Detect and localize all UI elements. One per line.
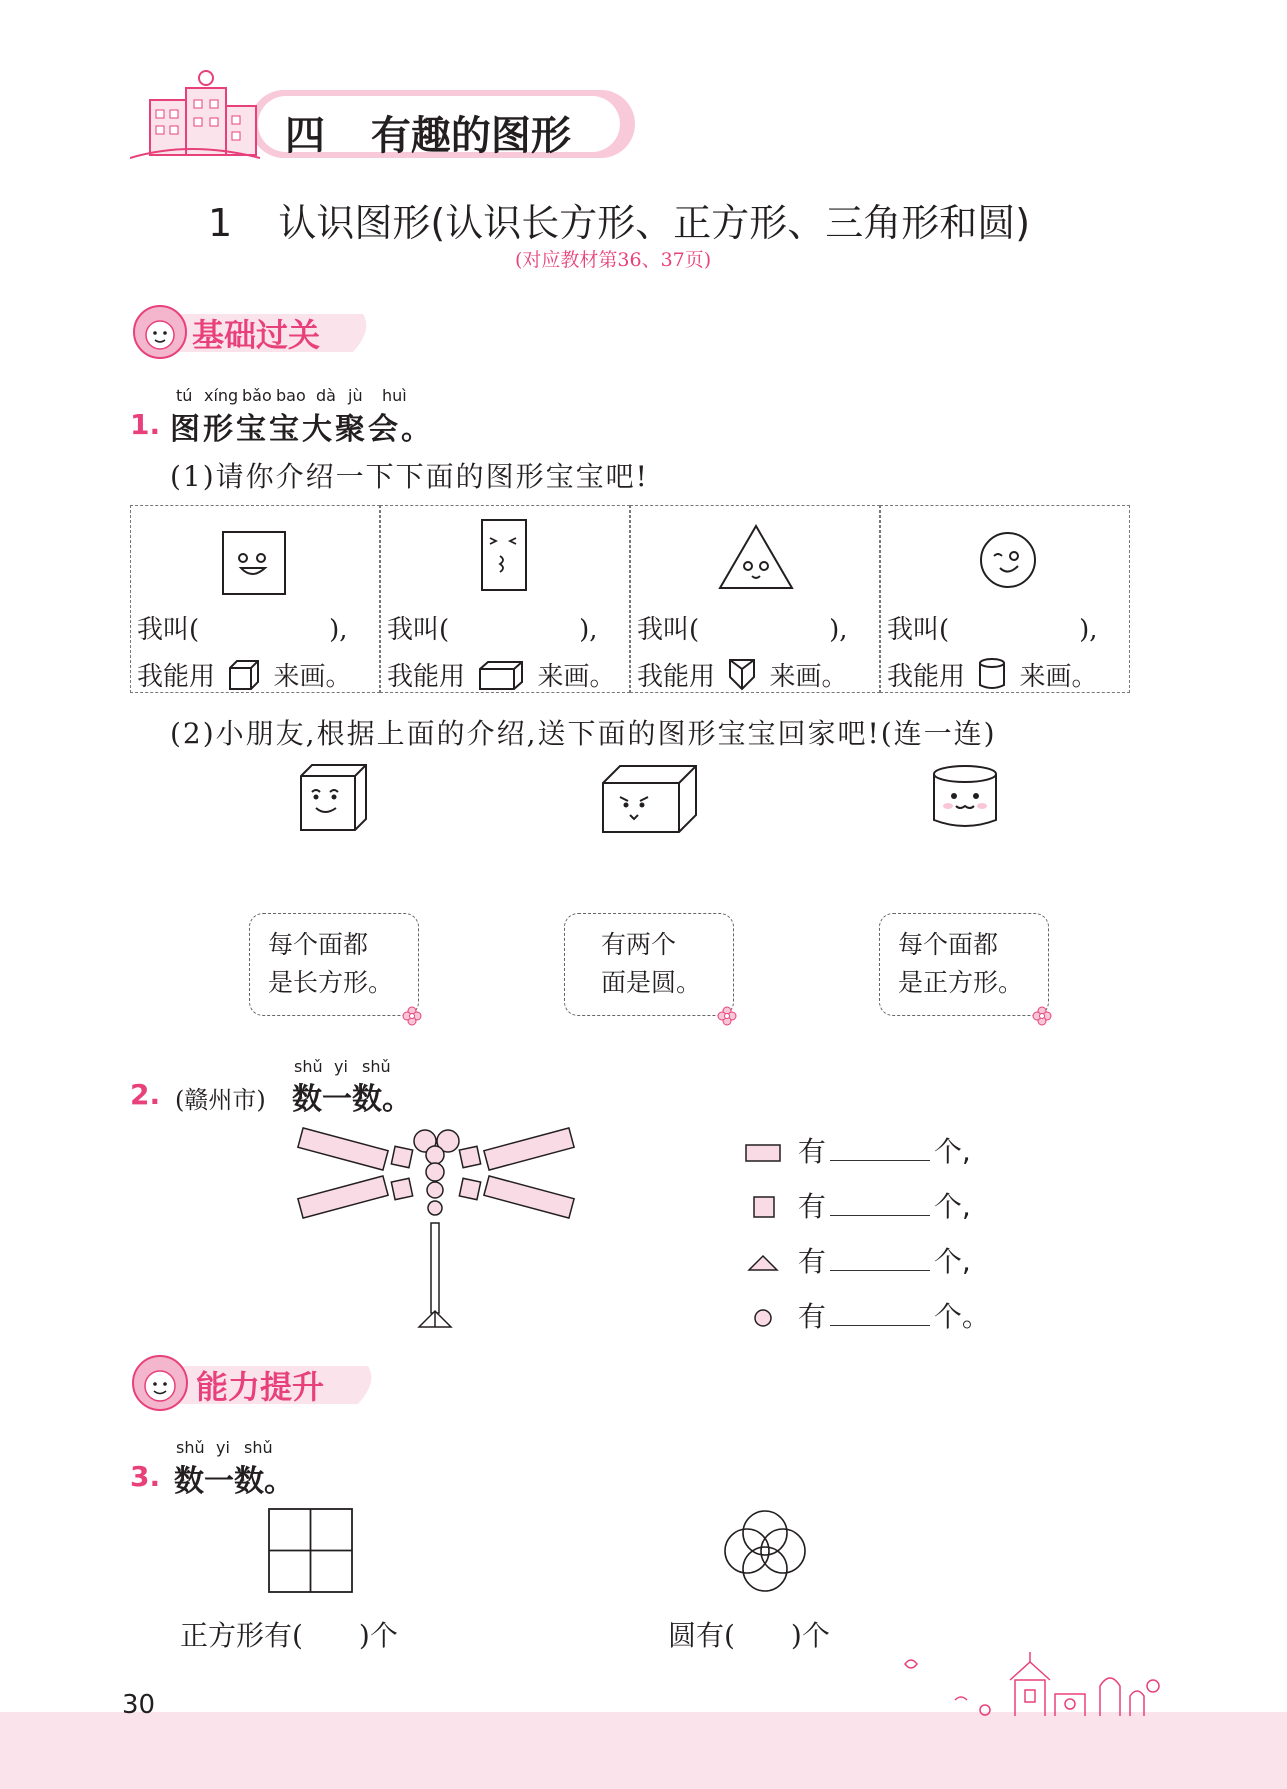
count-row-triangle [745, 1240, 971, 1280]
count-row-square [745, 1185, 971, 1225]
count-suffix: 个。 [933, 1300, 990, 1333]
draw-line [387, 656, 616, 693]
q1-part1: (1)请你介绍一下下面的图形宝宝吧! [170, 460, 649, 493]
count-blank[interactable] [830, 1137, 930, 1161]
count-row-circle [745, 1295, 990, 1335]
name-line: 我叫( ), [887, 615, 1098, 645]
cuboid-icon [477, 659, 525, 691]
draw-prefix: 我能用 [887, 662, 966, 692]
draw-suffix: 来画。 [537, 662, 616, 692]
chapter-title-text: 有趣的图形 [370, 113, 571, 159]
count-prefix: 有 [797, 1300, 826, 1333]
pinyin-syllable: shǔ [294, 1057, 323, 1076]
shape-cell-square [130, 505, 380, 693]
page-number: 30 [122, 1690, 156, 1720]
q1-part2: (2)小朋友,根据上面的介绍,送下面的图形宝宝回家吧!(连一连) [170, 717, 997, 750]
footer-band [0, 1712, 1287, 1789]
pinyin-syllable: huì [382, 386, 407, 405]
circle-icon [745, 1308, 781, 1328]
rectangle-icon [745, 1143, 781, 1163]
section-basic-title: 基础过关 [192, 316, 321, 354]
pinyin-syllable: tú [176, 386, 193, 405]
cylinder-icon [977, 657, 1007, 691]
square-grid-figure [268, 1508, 354, 1594]
q2-number: 2. [130, 1078, 161, 1111]
name-line: 我叫( ), [637, 615, 848, 645]
q3-text: 数一数。 [174, 1464, 294, 1499]
count-prefix: 有 [797, 1135, 826, 1168]
pinyin-syllable: bao [276, 386, 306, 405]
draw-prefix: 我能用 [387, 662, 466, 692]
bubble-all-squares[interactable] [879, 913, 1049, 1016]
draw-prefix: 我能用 [137, 662, 216, 692]
pinyin-syllable: yi [334, 1057, 348, 1076]
overlapping-circles-figure [720, 1506, 810, 1596]
bubble-line: 是正方形。 [898, 968, 1024, 997]
bubble-line: 面是圆。 [601, 968, 702, 997]
lesson-title [208, 192, 1030, 247]
name-line: 我叫( ), [387, 615, 598, 645]
name-line: 我叫( ), [137, 615, 348, 645]
pinyin-syllable: shǔ [176, 1438, 205, 1457]
bubble-line: 每个面都 [898, 930, 999, 959]
flower-icon [717, 1006, 737, 1026]
section-advanced-title: 能力提升 [196, 1368, 325, 1406]
triangle-icon [745, 1253, 781, 1273]
draw-suffix: 来画。 [273, 662, 352, 692]
count-blank[interactable] [830, 1192, 930, 1216]
count-blank[interactable] [830, 1302, 930, 1326]
lesson-title-text: 认识图形(认识长方形、正方形、三角形和圆) [278, 201, 1031, 245]
bubble-line: 有两个 [601, 930, 677, 959]
q2-source: (赣州市) [175, 1086, 266, 1114]
count-suffix: 个, [933, 1135, 971, 1168]
bubble-two-circles[interactable] [564, 913, 734, 1016]
bubble-all-rectangles[interactable] [249, 913, 419, 1016]
draw-suffix: 来画。 [1019, 662, 1098, 692]
count-suffix: 个, [933, 1245, 971, 1278]
count-blank[interactable] [830, 1247, 930, 1271]
draw-suffix: 来画。 [769, 662, 848, 692]
triangular-prism-icon [727, 657, 757, 691]
q3-answer-circles[interactable]: 圆有( )个 [668, 1619, 830, 1652]
flower-icon [1032, 1006, 1052, 1026]
draw-line [137, 656, 352, 693]
dragonfly-figure [295, 1125, 575, 1330]
bubble-line: 每个面都 [268, 930, 369, 959]
cylinder-face-solid[interactable] [930, 762, 1000, 832]
count-suffix: 个, [933, 1190, 971, 1223]
triangle-face-icon [716, 522, 796, 592]
pinyin-syllable: yi [216, 1438, 230, 1457]
draw-line [637, 656, 848, 693]
circle-face-icon [976, 528, 1040, 592]
bubble-line: 是长方形。 [268, 968, 394, 997]
pinyin-syllable: xíng [204, 386, 239, 405]
square-face-icon [221, 526, 291, 596]
draw-prefix: 我能用 [637, 662, 716, 692]
rectangle-face-icon [476, 516, 536, 596]
cube-icon [227, 659, 261, 691]
pinyin-syllable: dà [316, 386, 336, 405]
shape-cell-circle [880, 505, 1130, 693]
pinyin-syllable: jù [348, 386, 363, 405]
lesson-number: 1 [208, 201, 233, 245]
pinyin-syllable: bǎo [242, 386, 272, 405]
q1-number: 1. [130, 408, 161, 441]
pinyin-syllable: shǔ [362, 1057, 391, 1076]
shape-cell-rectangle [380, 505, 630, 693]
cuboid-face-solid[interactable] [600, 763, 700, 835]
castle-decoration-icon [885, 1650, 1175, 1720]
flower-icon [402, 1006, 422, 1026]
q2-text: 数一数。 [292, 1082, 412, 1117]
cube-face-solid[interactable] [298, 762, 370, 834]
square-icon [745, 1196, 781, 1218]
pinyin-syllable: shǔ [244, 1438, 273, 1457]
draw-line [887, 656, 1098, 693]
count-row-rectangle [745, 1130, 971, 1170]
q3-number: 3. [130, 1460, 161, 1493]
shape-cell-triangle [630, 505, 880, 693]
count-prefix: 有 [797, 1190, 826, 1223]
chapter-number: 四 [285, 113, 325, 159]
count-prefix: 有 [797, 1245, 826, 1278]
q1-text: 图形宝宝大聚会。 [170, 412, 434, 447]
textbook-reference: (对应教材第36、37页) [515, 249, 712, 271]
q3-answer-squares[interactable]: 正方形有( )个 [180, 1619, 398, 1652]
chapter-title [285, 104, 571, 161]
